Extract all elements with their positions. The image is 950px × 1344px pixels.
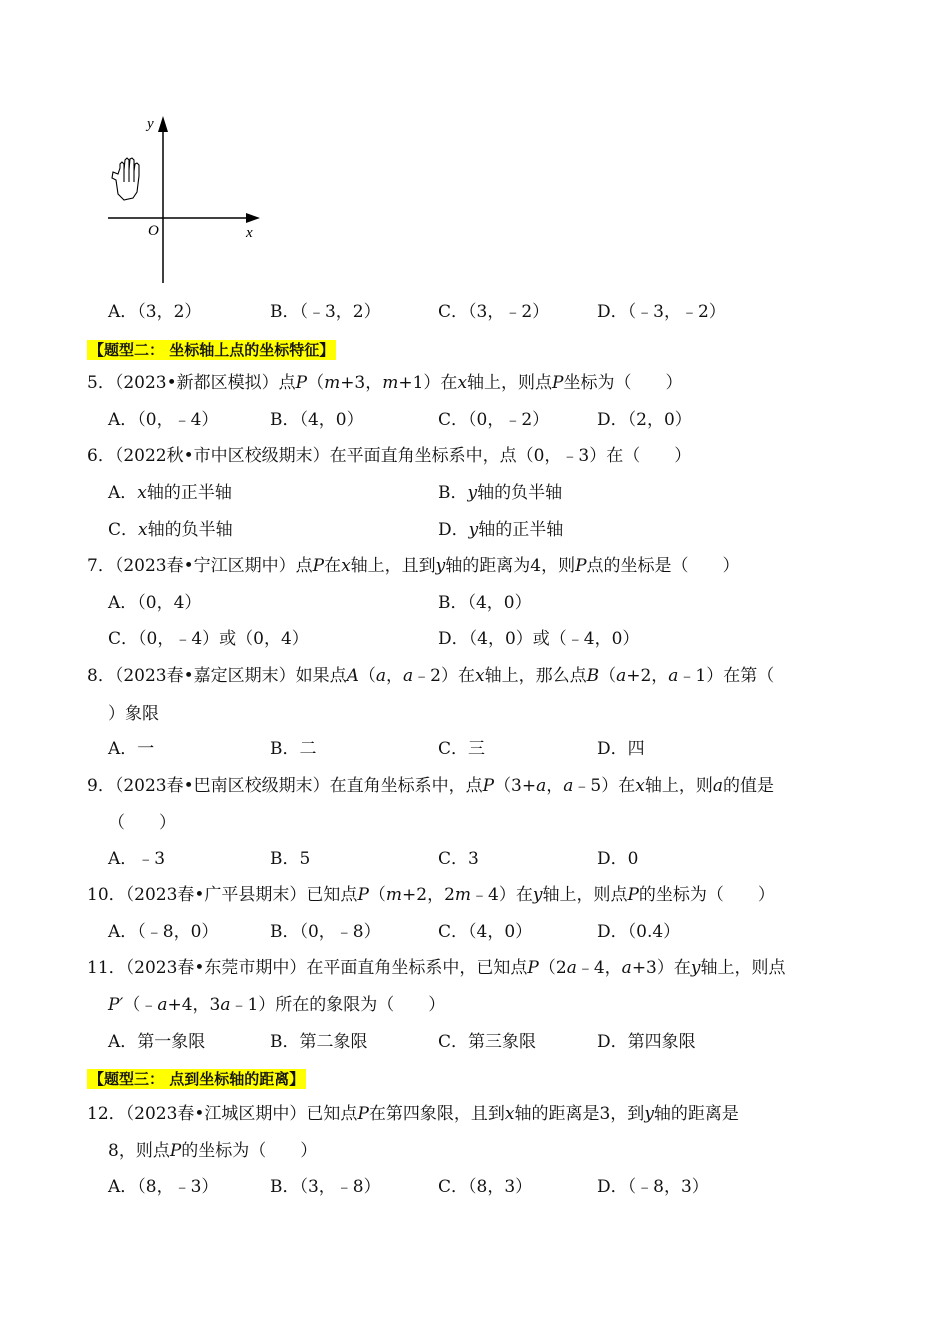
q10-option-c: C．（4，0） — [438, 922, 533, 942]
q8-option-c: C．三 — [438, 739, 486, 759]
q4-option-b: B．（﹣3，2） — [270, 302, 381, 322]
q6-option-a: A．x轴的正半轴 — [108, 483, 232, 503]
q4-option-d: D．（﹣3，﹣2） — [597, 302, 726, 322]
q7-stem: 7．（2023春•宁江区期中）点P在x轴上，且到y轴的距离为4，则P点的坐标是（ ） — [87, 556, 740, 576]
q10-option-b: B．（0，﹣8） — [270, 922, 381, 942]
q6-option-b: B．y轴的负半轴 — [438, 483, 563, 503]
section-heading-2: 【题型二： 坐标轴上点的坐标特征】 — [89, 341, 335, 359]
q8-option-d: D．四 — [597, 739, 645, 759]
q9-option-b: B．5 — [270, 849, 311, 869]
y-axis-label: y — [147, 116, 154, 132]
q9-option-d: D．0 — [597, 849, 639, 869]
q8-stem-line2: ）象限 — [108, 704, 159, 724]
q11-stem: 11．（2023春•东莞市期中）在平面直角坐标系中，已知点P（2a﹣4，a+3）在y轴上，则点 — [87, 958, 786, 978]
q7-option-d: D．（4，0）或（﹣4，0） — [438, 629, 640, 649]
q11-stem-line2: P′（﹣a+4，3a﹣1）所在的象限为（ ） — [108, 995, 446, 1015]
q12-option-b: B．（3，﹣8） — [270, 1177, 381, 1197]
q6-option-c: C．x轴的负半轴 — [108, 520, 233, 540]
origin-label: O — [148, 223, 159, 239]
q6-stem: 6．（2022秋•市中区校级期末）在平面直角坐标系中，点（0，﹣3）在（ ） — [87, 446, 692, 466]
q8-option-a: A．一 — [108, 739, 155, 759]
q7-option-a: A．（0，4） — [108, 593, 202, 613]
q4-option-a: A．（3，2） — [108, 302, 202, 322]
q5-stem: 5．（2023•新都区模拟）点P（m+3，m+1）在x轴上，则点P坐标为（ ） — [87, 373, 683, 393]
q12-stem-line2: 8，则点P的坐标为（ ） — [108, 1141, 318, 1161]
q10-option-a: A．（﹣8，0） — [108, 922, 219, 942]
q9-stem-line2: （ ） — [108, 813, 176, 833]
q9-option-a: A．﹣3 — [108, 849, 166, 869]
x-axis-arrow — [246, 213, 260, 223]
q10-stem: 10．（2023春•广平县期末）已知点P（m+2，2m﹣4）在y轴上，则点P的坐标为（ ） — [87, 885, 775, 905]
q10-option-d: D．（0.4） — [597, 922, 681, 942]
q11-option-a: A．第一象限 — [108, 1032, 206, 1052]
q12-stem: 12．（2023春•江城区期中）已知点P在第四象限，且到x轴的距离是3，到y轴的距离是 — [87, 1104, 739, 1124]
q5-option-d: D．（2，0） — [597, 410, 692, 430]
hand-icon — [112, 158, 139, 200]
q7-option-c: C．（0，﹣4）或（0，4） — [108, 629, 309, 649]
q5-option-b: B．（4，0） — [270, 410, 364, 430]
q12-option-c: C．（8，3） — [438, 1177, 533, 1197]
q9-stem: 9．（2023春•巴南区校级期末）在直角坐标系中，点P（3+a，a﹣5）在x轴上，则a的值是 — [87, 776, 774, 796]
y-axis-arrow — [158, 116, 168, 132]
q11-option-b: B．第二象限 — [270, 1032, 368, 1052]
q4-option-c: C．（3，﹣2） — [438, 302, 550, 322]
q7-option-b: B．（4，0） — [438, 593, 532, 613]
q11-option-d: D．第四象限 — [597, 1032, 696, 1052]
q11-option-c: C．第三象限 — [438, 1032, 537, 1052]
x-axis-label: x — [246, 225, 253, 241]
q9-option-c: C．3 — [438, 849, 479, 869]
q12-option-d: D．（﹣8，3） — [597, 1177, 709, 1197]
coordinate-figure — [100, 108, 270, 288]
q5-option-c: C．（0，﹣2） — [438, 410, 550, 430]
q8-option-b: B．二 — [270, 739, 317, 759]
q5-option-a: A．（0，﹣4） — [108, 410, 219, 430]
q6-option-d: D．y轴的正半轴 — [438, 520, 564, 540]
q8-stem: 8．（2023春•嘉定区期末）如果点A（a，a﹣2）在x轴上，那么点B（a+2，a﹣1）在第（ — [87, 666, 775, 686]
q12-option-a: A．（8，﹣3） — [108, 1177, 219, 1197]
section-heading-3: 【题型三： 点到坐标轴的距离】 — [89, 1070, 305, 1088]
